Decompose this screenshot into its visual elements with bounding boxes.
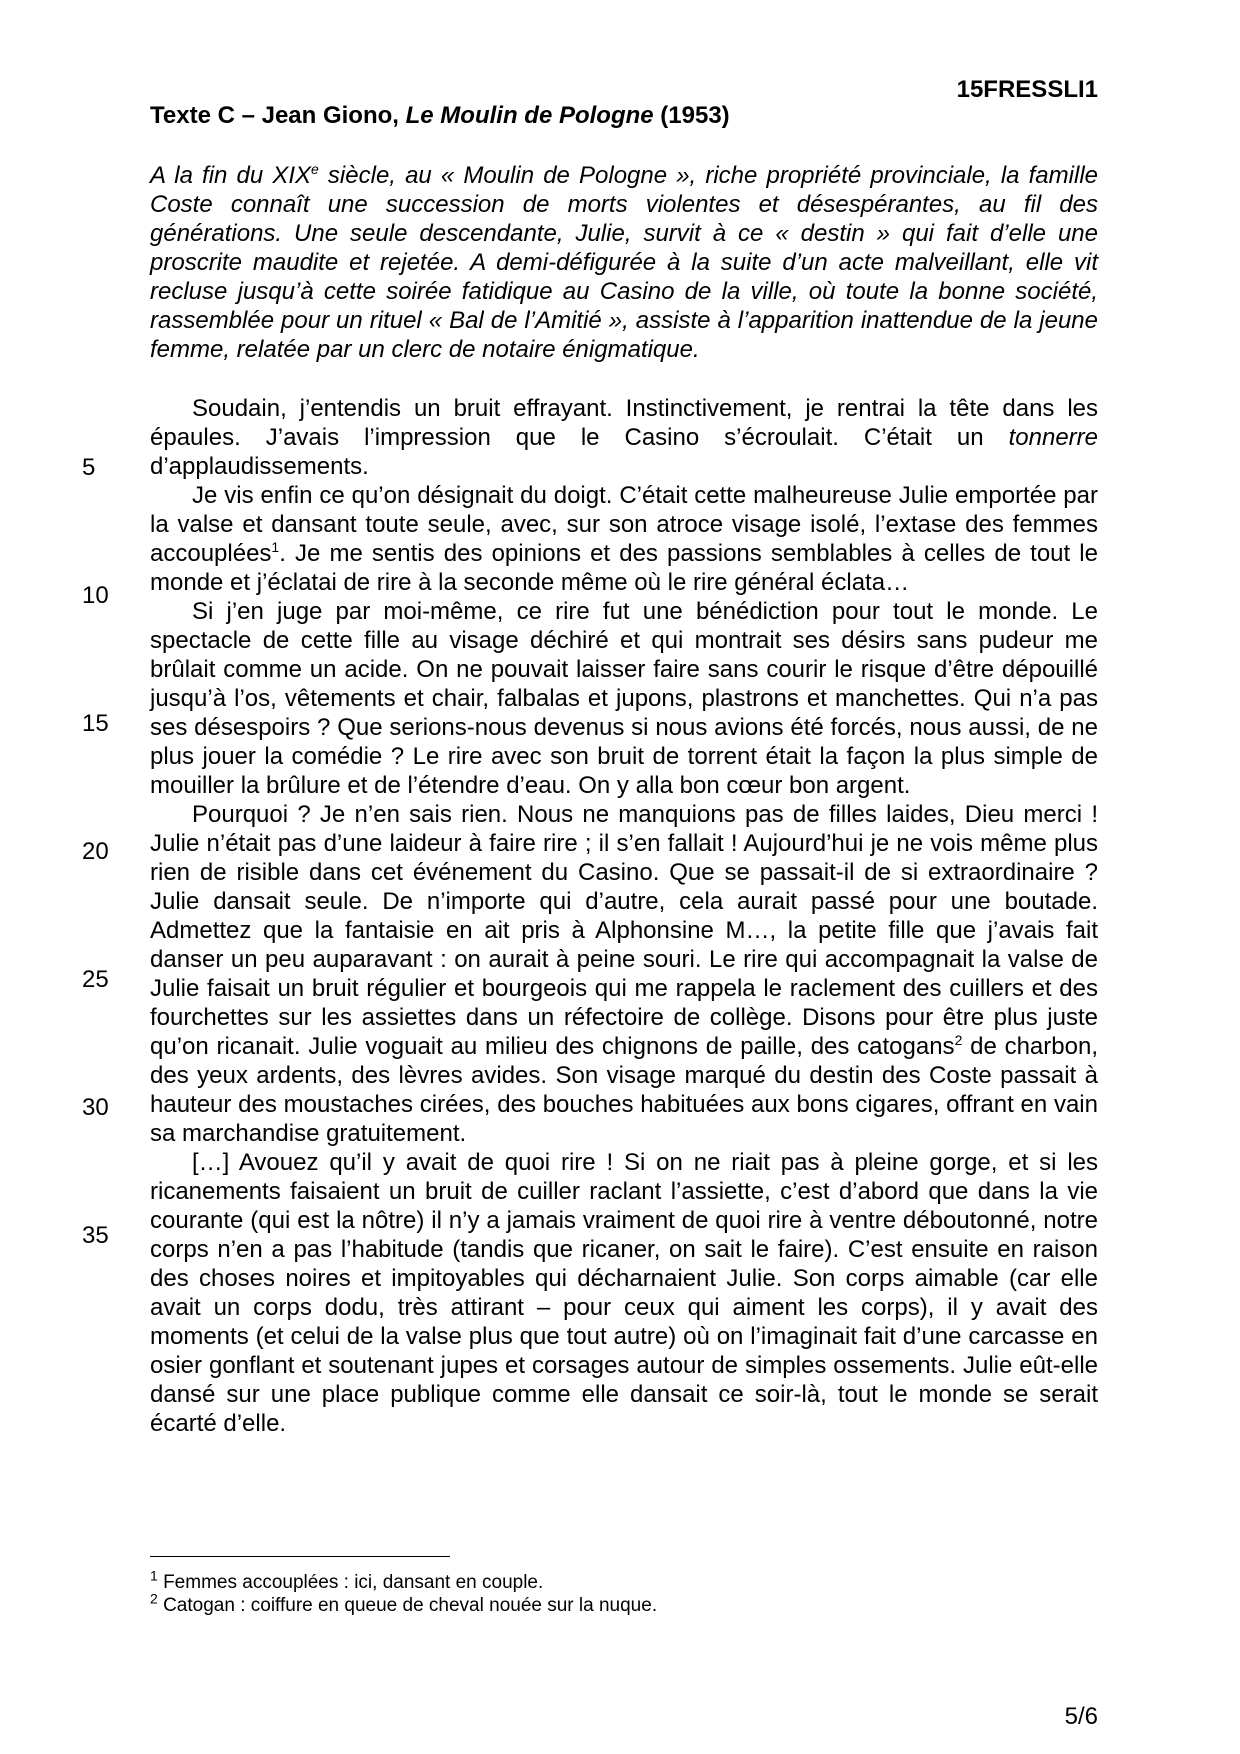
footnote-divider [150,1556,450,1557]
line-number: 5 [82,454,96,481]
p2-part-a: Je vis enfin ce qu’on désignait du doigt. C’était cette malheureuse Julie emportée par la valse et dansant toute seule, avec, sur son atroce visage isolé, l’extase des femmes accouplées [150,482,1098,567]
intro-part-2: siècle, au « Moulin de Pologne », riche propriété provinciale, la famille Coste connaît une succession de morts violentes et désespérantes, au fil des générations. Une seule descendante, Julie, survit à ce « destin » qui fait d’elle une proscrite maudite et rejetée. A demi-défigurée à la suite d’un acte malveillant, elle vit recluse jusqu’à cette soirée fatidique au Casino de la ville, où toute la bonne société, rassemblée pour un rituel « Bal de l’Amitié », assiste à l’apparition inattendue de la jeune femme, relatée par un clerc de notaire énigmatique. [150,162,1098,363]
line-number: 10 [82,582,109,609]
document-code: 15FRESSLI1 [956,76,1098,103]
line-number: 30 [82,1094,109,1121]
line-number: 35 [82,1222,109,1249]
page-number: 5/6 [1064,1703,1098,1730]
footnote-2 [150,1590,1098,1617]
line-number: 20 [82,838,109,865]
footnote-ref-2: 2 [954,1032,963,1048]
paragraph-2 [150,481,1098,597]
footnote-1 [150,1567,1098,1594]
p4-part-b: de charbon, des yeux ardents, des lèvres avides. Son visage marqué du destin des Coste passait à hauteur des moustaches cirées, des bouches habituées aux bons cigares, offrant en vain sa marchandise gratuitement. [150,1033,1098,1147]
main-text [150,394,1098,1438]
p2-part-b: . Je me sentis des opinions et des passions semblables à celles de tout le monde et j’éclatai de rire à la seconde même où le rire général éclata… [150,540,1098,596]
paragraph-4 [150,800,1098,1148]
p1-part-a: Soudain, j’entendis un bruit effrayant. Instinctivement, je rentrai la tête dans les épaules. J’avais l’impression que le Casino s’écroulait. C’était un [150,395,1098,451]
title-work: Le Moulin de Pologne [405,102,654,129]
p1-emphasis: tonnerre [1008,424,1098,451]
intro-paragraph [150,161,1098,364]
p4-part-a: Pourquoi ? Je n’en sais rien. Nous ne manquions pas de filles laides, Dieu merci ! Julie n’était pas d’une laideur à faire rire ; il s’en fallait ! Aujourd’hui je ne vois même plus rien de risible dans cet événement du Casino. Que se passait-il de si extraordinaire ? Julie dansait seule. De n’importe qui d’autre, cela aurait passé pour une boutade. Admettez que la fantaisie en ait pris à Alphonsine M…, la petite fille que j’avais fait danser un peu auparavant : on aurait à peine souri. Le rire qui accompagnait la valse de Julie faisait un bruit régulier et bourgeois qui me rappela le raclement des cuillers et des fourchettes sur les assiettes dans un réfectoire de collège. Disons pour être plus juste qu’on ricanait. Julie voguait au milieu des chignons de paille, des catogans [150,801,1098,1060]
intro-part-1: A la fin du XIX [150,162,312,189]
footnote-ref-1: 1 [271,539,280,555]
line-number: 15 [82,710,109,737]
paragraph-5: […] Avouez qu’il y avait de quoi rire ! Si on ne riait pas à pleine gorge, et si les ricanements faisaient un bruit de cuiller raclant l’assiette, c’est d’abord que dans la vie courante (qui est la nôtre) il n’y a jamais vraiment de quoi rire à ventre déboutonné, notre corps n’en a pas l’habitude (tandis que ricaner, on sait le faire). C’est ensuite en raison des choses noires et impitoyables qui décharnaient Julie. Son corps aimable (car elle avait un corps dodu, très attirant – pour ceux qui aiment les corps), il y avait des moments (et celui de la valse plus que tout autre) où on l’imaginait fait d’une carcasse en osier gonflant et soutenant jupes et corsages autour de simples ossements. Julie eût-elle dansé sur une place publique comme elle dansait ce soir-là, tout le monde se serait écarté d’elle. [150,1149,1098,1437]
paragraph-1 [150,394,1098,481]
footnote-number: 1 [150,1567,158,1584]
intro-superscript: e [311,161,319,177]
line-number: 25 [82,966,109,993]
p1-part-b: d’applaudissements. [150,453,369,480]
footnote-number: 2 [150,1590,158,1607]
paragraph-3: Si j’en juge par moi-même, ce rire fut une bénédiction pour tout le monde. Le spectacle de cette fille au visage déchiré et qui montrait ses désirs sans pudeur me brûlait comme un acide. On ne pouvait laisser faire sans courir le risque d’être dépouillé jusqu’à l’os, vêtements et chair, falbalas et jupons, plastrons et manchettes. Qui n’a pas ses désespoirs ? Que serions-nous devenus si nous avions été forcés, nous aussi, de ne plus jouer la comédie ? Le rire avec son bruit de torrent était la façon la plus simple de mouiller la brûlure et de l’étendre d’eau. On y alla bon cœur bon argent. [150,598,1098,799]
title-year: (1953) [653,102,730,129]
footnote-text: Femmes accouplées : ici, dansant en couple. [157,1572,544,1593]
text-title [150,102,730,130]
title-prefix: Texte C – Jean Giono, [150,102,406,129]
footnote-text: Catogan : coiffure en queue de cheval nouée sur la nuque. [157,1595,658,1616]
footnotes [150,1567,1098,1617]
line-numbers [82,0,122,1754]
